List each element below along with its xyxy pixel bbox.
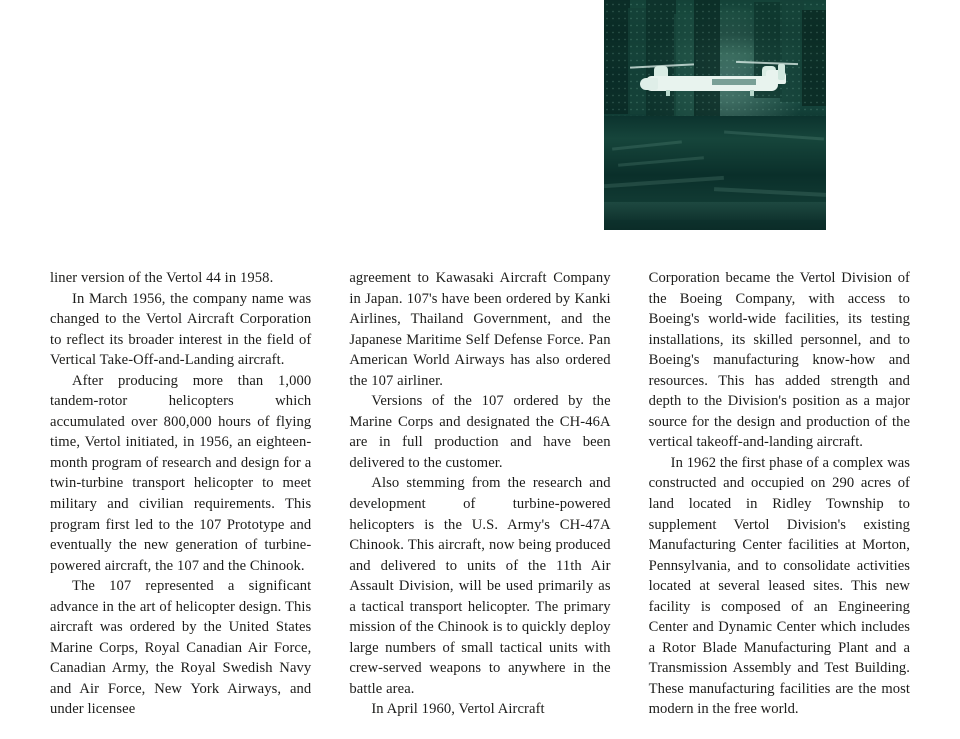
text-column-1 [50,268,311,720]
paragraph: In April 1960, Vertol Aircraft [371,701,545,718]
nose [640,78,658,90]
photo-image [604,0,826,230]
article-body [50,268,910,720]
landing-gear [666,90,670,96]
paragraph: agreement to Kawasaki Aircraft Company in Japan. 107's have been ordered by Kanki Airlines, Thailand Government, and the Japanese Maritime Self Defense Force. Pan American World Airways has also ordered the 107 airliner. [349,270,611,389]
paragraph: The 107 represented a significant advance in the art of helicopter design. This aircraft was ordered by the United States Marine Corps, Royal Canadian Air Force, Canadian Army, the Royal Swedish Navy and Air Force, New York Airways, and under licensee [50,578,312,718]
paragraph: Corporation became the Vertol Division of the Boeing Company, with access to Boeing's world-wide facilities, its testing installations, its skilled personnel, and to Boeing's manufacturing know-how and resources. This has added strength and depth to the Division's position as a major source for the design and production of the vertical takeoff-and-landing aircraft. [648,270,910,451]
roadway [604,202,826,220]
photo-vertol-107-over-city-waterfront [604,0,826,230]
tail-fin [778,64,785,80]
paragraph: liner version of the Vertol 44 in 1958. [50,270,274,286]
text-column-3 [649,268,910,720]
text-column-2 [349,268,610,720]
paragraph: Versions of the 107 ordered by the Marine Corps and designated the CH-46A are in full production and have been delivered to the customer. [349,393,611,471]
rear-rotor-icon [736,61,798,65]
paragraph: After producing more than 1,000 tandem-rotor helicopters which accumulated over 800,000 hours of flying time, Vertol initiated, in 1956, an eighteen-month program of research and design for a twin-turbine transport helicopter to meet military and civilian requirements. This program first led to the 107 Prototype and eventually the new generation of turbine-powered aircraft, the 107 and the Chinook. [50,372,312,574]
livery-title-strip [712,79,756,85]
paragraph: In 1962 the first phase of a complex was constructed and occupied on 290 acres of land located in Ridley Township to supplement Vertol Division's existing Manufacturing Center facilities at Morton, Pennsylvania, and to consolidate activities located at several leased sites. This new facility is composed of an Engineering Center and Dynamic Center which includes a Rotor Blade Manufacturing Plant and a Transmission Assembly and Test Building. These manufacturing facilities are the most modern in the free world. [648,454,910,718]
helicopter-icon [638,54,794,100]
landing-gear [750,90,754,96]
paragraph: Also stemming from the research and development of turbine-powered helicopters is the U.S. Army's CH-47A Chinook. This aircraft, now being produced and delivered to units of the 11th Air Assault Division, will be used primarily as a tactical transport helicopter. The primary mission of the Chinook is to quickly deploy large numbers of small tactical units with crew-served weapons to anywhere in the battle area. [349,475,611,697]
paragraph: In March 1956, the company name was changed to the Vertol Aircraft Corporation to reflect its broader interest in the field of Vertical Take-Off-and-Landing aircraft. [50,290,312,369]
